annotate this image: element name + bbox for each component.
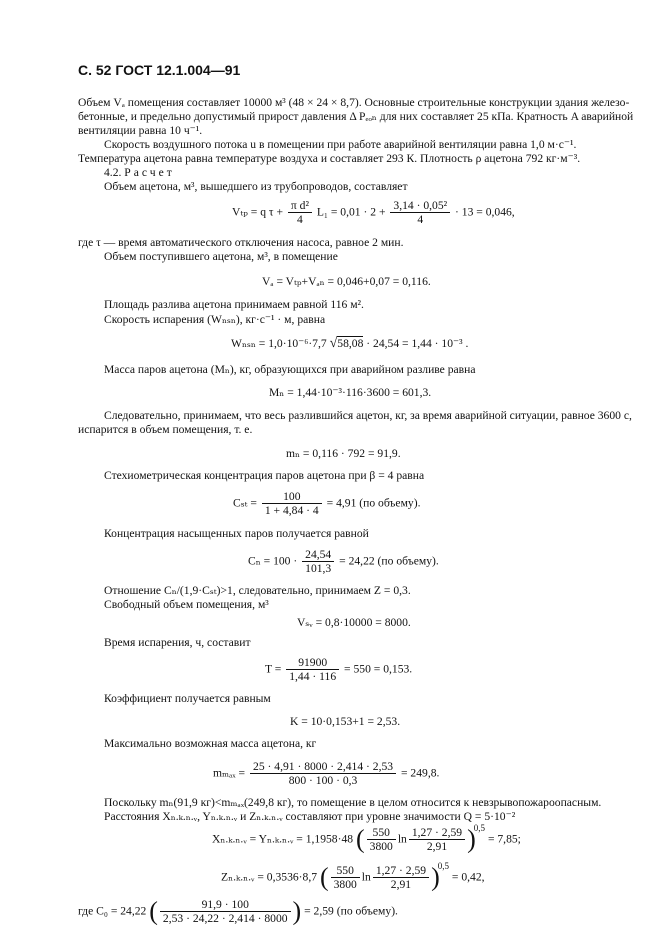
sqrt-sign: √ — [329, 336, 338, 351]
formula-acetone-mass: mₙ = 0,116 · 792 = 91,9. — [286, 447, 401, 460]
denominator: 2,91 — [409, 839, 465, 853]
formula-part: = 4,91 (по объему). — [326, 496, 421, 510]
text-conclusion-1: Следовательно, принимаем, что весь разлившийся ацетон, кг, за время аварийной ситуации, равное 3600 с, — [104, 409, 632, 422]
numerator: 1,27 · 2,59 — [375, 864, 427, 877]
formula-pipe-volume — [232, 199, 515, 226]
formula-vapor-mass: Mₙ = 1,44·10⁻³·116·3600 = 601,3. — [269, 386, 432, 399]
fraction — [367, 826, 396, 853]
fraction — [262, 490, 322, 517]
paren-close: ) — [431, 862, 440, 892]
fraction — [331, 864, 360, 891]
formula-part: Zₙ.ₖ.ₙ.ᵥ = 0,3536·8,7 — [221, 870, 318, 884]
numerator: π d² — [290, 199, 309, 212]
fraction — [160, 898, 291, 925]
denominator: 2,91 — [373, 877, 429, 891]
formula-room-volume: Vₐ = Vₜₚ+Vₐₙ = 0,046+0,07 = 0,116. — [262, 275, 431, 288]
numerator: 91,9 · 100 — [201, 898, 249, 911]
formula-evaporation-rate — [231, 337, 468, 351]
formula-part: = 249,8. — [401, 766, 440, 780]
section-number: 4.2. — [104, 166, 122, 179]
intro-line-1: Объем Vₐ помещения составляет 10000 м³ (48 × 24 × 8,7). Основные строительные конструкции здания железо- — [78, 96, 630, 109]
denominator: 4 — [390, 212, 450, 226]
numerator: 25 · 4,91 · 8000 · 2,414 · 2,53 — [253, 760, 394, 773]
exponent: 0,5 — [473, 823, 486, 834]
numerator: 100 — [283, 490, 301, 503]
text-volume-pipes: Объем ацетона, м³, вышедшего из трубопроводов, составляет — [104, 180, 408, 193]
formula-distance-x-y — [212, 823, 521, 854]
formula-part: · 24,54 = 1,44 · 10⁻³ . — [366, 337, 469, 350]
formula-part: mₘₐₓ = — [213, 766, 246, 780]
numerator: 1,27 · 2,59 — [411, 826, 463, 839]
text-classification: Поскольку mₙ(91,9 кг)<mₘₐₓ(249,8 кг), то помещение в целом относится к невзрывопожароопасным. — [104, 796, 602, 809]
formula-part: · 13 = 0,046, — [455, 205, 515, 219]
text-free-volume: Свободный объем помещения, м³ — [104, 598, 269, 611]
intro-line-5: Температура ацетона равна температуре воздуха и составляет 293 К. Плотность ρ ацетона 792 кг·м⁻³. — [78, 152, 581, 165]
numerator: 3,14 · 0,05² — [393, 199, 448, 212]
formula-part: = 24,22 (по объему). — [339, 554, 439, 568]
text-evaporation-time: Время испарения, ч, составит — [104, 636, 251, 649]
ln-operator: ln — [361, 870, 371, 884]
formula-part: Cₙ = 100 · — [248, 554, 298, 568]
denominator: 1,44 · 116 — [286, 669, 339, 683]
numerator: 550 — [372, 826, 390, 839]
formula-part: C₀ = 24,22 — [96, 904, 147, 918]
formula-free-volume: Vₛᵥ = 0,8·10000 = 8000. — [297, 616, 411, 629]
intro-line-2: бетонные, и предельно допустимый прирост давления Δ Pₑₒₙ для них составляет 25 кПа. Кратность A аварийной — [78, 110, 634, 123]
text-max-mass: Максимально возможная масса ацетона, кг — [104, 737, 317, 750]
formula-part: Vₜₚ = q τ + — [232, 205, 283, 219]
page-header: С. 52 ГОСТ 12.1.004—91 — [78, 62, 241, 78]
section-title: Расчет — [124, 166, 175, 179]
fraction — [288, 199, 312, 226]
text-stoichiometric: Стехиометрическая концентрация паров ацетона при β = 4 равна — [104, 469, 425, 482]
formula-max-mass — [213, 760, 439, 787]
denominator: 4 — [288, 212, 312, 226]
fraction — [373, 864, 429, 891]
fraction — [302, 548, 334, 575]
text-distances: Расстояния Xₙ.ₖ.ₙ.ᵥ, Yₙ.ₖ.ₙ.ᵥ и Zₙ.ₖ.ₙ.ᵥ составляют при уровне значимости Q = 5·10⁻² — [104, 810, 516, 823]
formula-part: T = — [265, 662, 282, 676]
formula-prefix: где — [78, 904, 94, 918]
formula-part: = 0,42, — [451, 870, 485, 884]
formula-part: = 7,85; — [487, 832, 521, 846]
formula-saturated-concentration — [248, 548, 439, 575]
text-saturated-concentration: Концентрация насыщенных паров получается равной — [104, 527, 369, 540]
denominator: 1 + 4,84 · 4 — [262, 503, 322, 517]
paren-open: ( — [319, 862, 329, 892]
text-evaporation-rate: Скорость испарения (Wₙₛₙ), кг·с⁻¹ · м, равна — [104, 313, 326, 326]
exponent: 0,5 — [437, 861, 449, 872]
paren-close: ) — [467, 824, 476, 854]
formula-part: = 550 = 0,153. — [344, 662, 413, 676]
text-ratio: Отношение Cₙ/(1,9·Cₛₜ)>1, следовательно, принимаем Z = 0,3. — [104, 584, 411, 597]
formula-c0 — [78, 898, 398, 925]
numerator: 91900 — [298, 656, 328, 669]
formula-distance-z — [221, 861, 485, 892]
text-vapor-mass: Масса паров ацетона (Mₙ), кг, образующихся при аварийном разливе равна — [104, 363, 476, 376]
formula-part: = 2,59 (по объему). — [304, 904, 398, 918]
formula-evaporation-time — [265, 656, 412, 683]
formula-part: L₁ = 0,01 · 2 + — [316, 205, 386, 219]
section-heading — [104, 166, 175, 180]
text-conclusion-2: испарится в объем помещения, т. е. — [78, 423, 253, 436]
paren-open: ( — [149, 896, 158, 926]
formula-part: Xₙ.ₖ.ₙ.ᵥ = Yₙ.ₖ.ₙ.ᵥ = 1,1958·48 — [212, 832, 354, 846]
fraction — [286, 656, 339, 683]
intro-line-4: Скорость воздушного потока u в помещении при работе аварийной вентиляции равна 1,0 м·с⁻¹. — [104, 138, 577, 151]
denominator: 800 · 100 · 0,3 — [250, 773, 396, 787]
numerator: 24,54 — [305, 548, 332, 561]
formula-part: Wₙₛₙ = 1,0·10⁻⁶·7,7 — [231, 337, 327, 350]
numerator: 550 — [336, 864, 354, 877]
denominator: 3800 — [367, 839, 396, 853]
paren-open: ( — [355, 824, 365, 854]
text-coefficient: Коэффициент получается равным — [104, 692, 271, 705]
ln-operator: ln — [397, 832, 407, 846]
fraction — [250, 760, 396, 787]
denominator: 3800 — [331, 877, 360, 891]
denominator: 101,3 — [302, 561, 334, 575]
intro-line-3: вентиляции равна 10 ч⁻¹. — [78, 124, 203, 137]
text-volume-room: Объем поступившего ацетона, м³, в помещение — [104, 250, 338, 263]
paren-close: ) — [292, 896, 302, 926]
text-spill-area: Площадь разлива ацетона принимаем равной 116 м². — [104, 298, 364, 311]
formula-coefficient: K = 10·0,153+1 = 2,53. — [290, 715, 401, 728]
formula-stoichiometric — [233, 490, 420, 517]
formula-part: Cₛₜ = — [233, 496, 257, 510]
fraction — [409, 826, 465, 853]
denominator: 2,53 · 24,22 · 2,414 · 8000 — [160, 911, 291, 925]
radicand: 58,08 — [337, 337, 364, 350]
text-tau-definition: где τ — время автоматического отключения насоса, равное 2 мин. — [78, 236, 404, 249]
fraction — [390, 199, 450, 226]
